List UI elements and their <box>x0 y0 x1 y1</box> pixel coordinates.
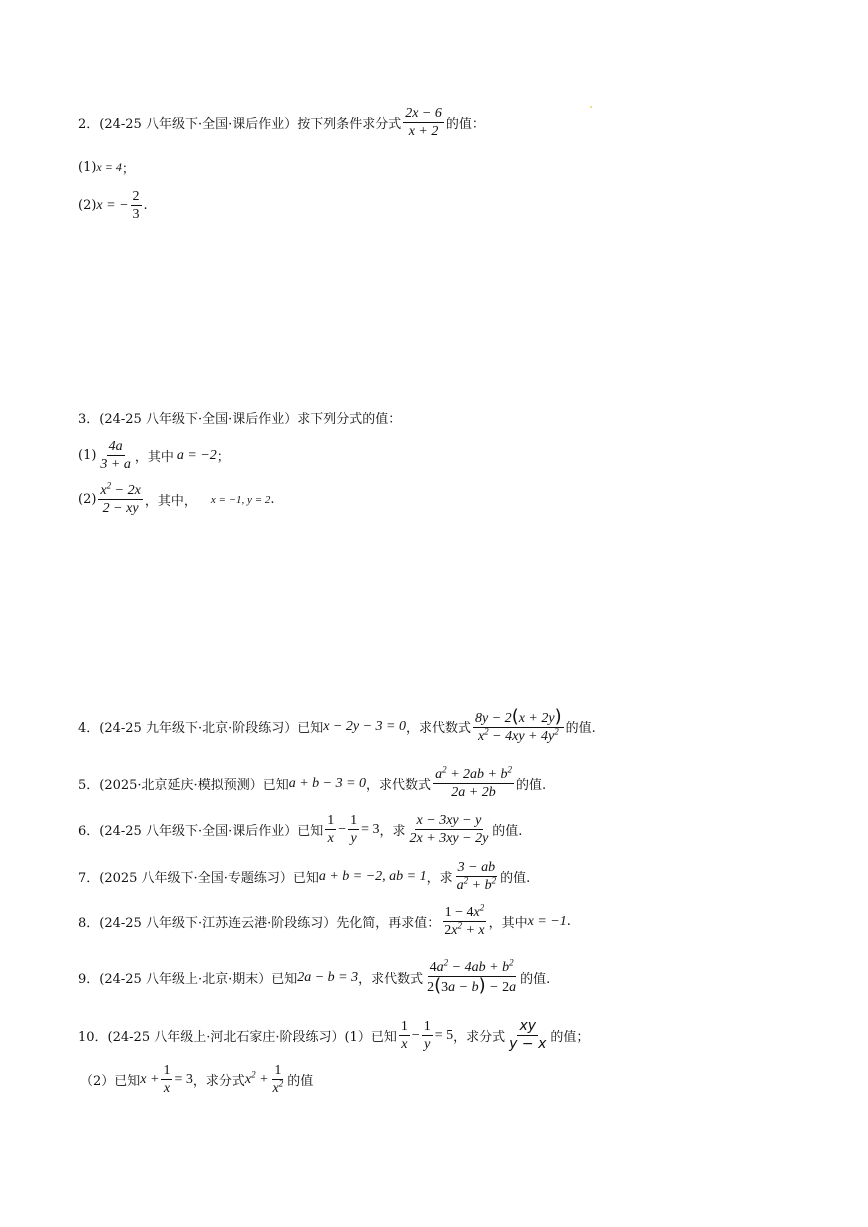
problem-2-part-1: (1) x = 4 ； <box>78 160 135 177</box>
problem-3-part-1: (1) $\frac{4a}{3 + a}$ ，其中 a = −2 ； <box>78 439 230 472</box>
problem-10: 10．(24-25 八年级上·河北石家庄·阶段练习）(1）已知 $\frac{1}{x}$ − $\frac{1}{y}$ = 5 ，求分式 $\frac{xy}{y - x}$ 的值； <box>78 1018 590 1052</box>
problem-10-part-2: （2）已知 x + $\frac{1}{x}$ = 3 ，求分式 $x^2$ + $\frac{1}{x^2}$ 的值 <box>80 1063 314 1096</box>
problem-2: 2．(24-25 八年级下·全国·课后作业）按下列条件求分式 $\frac{2x - 6}{x + 2}$ 的值： <box>78 106 485 139</box>
problem-6: 6．(24-25 八年级下·全国·课后作业）已知 $\frac{1}{x}$ − $\frac{1}{y}$ = 3 ，求 $\frac{x - 3xy - y}{2x + 3xy - 2y}$ 的值. <box>78 813 523 846</box>
problem-2-fraction: $\frac{2x - 6}{x + 2}$ <box>405 106 442 139</box>
problem-2-stem: 2．(24-25 八年级下·全国·课后作业）按下列条件求分式 <box>78 117 402 132</box>
problem-9: 9．(24-25 八年级上·北京·期末）已知 2a − b = 3 ，求代数式 $\frac{4a^2 - 4ab + b^2}{2(3a - b) - 2a}$ 的值. <box>78 957 551 996</box>
problem-2-part-2: (2) x = − $\frac{2}{3}$ . <box>78 189 148 222</box>
stray-mark <box>590 106 592 108</box>
problem-8: 8．(24-25 八年级下·江苏连云港·阶段练习）先化简，再求值： $\frac{1 - 4x^2}{2x^2 + x}$ ，其中 x = −1 . <box>78 902 571 938</box>
problem-4: 4．(24-25 九年级下·北京·阶段练习）已知 x − 2y − 3 = 0 ，求代数式 $\frac{8y - 2(x + 2y)}{x^2 - 4xy + 4y^2}$ 的值. <box>78 706 596 744</box>
problem-5: 5．(2025·北京延庆·模拟预测）已知 a + b − 3 = 0 ，求代数式 $\frac{a^2 + 2ab + b^2}{2a + 2b}$ 的值. <box>78 764 547 800</box>
problem-7: 7．(2025 八年级下·全国·专题练习）已知 a + b = −2, ab = 1 ，求 $\frac{3 - ab}{a^2 + b^2}$ 的值. <box>78 860 531 893</box>
problem-3 <box>78 408 401 427</box>
problem-3-part-2: (2) $\frac{x^2 - 2x}{2 - xy}$ ，其中， x = −1, y = 2 . <box>78 480 275 516</box>
problem-3-stem: 3．(24-25 八年级下·全国·课后作业）求下列分式的值： <box>78 412 402 427</box>
